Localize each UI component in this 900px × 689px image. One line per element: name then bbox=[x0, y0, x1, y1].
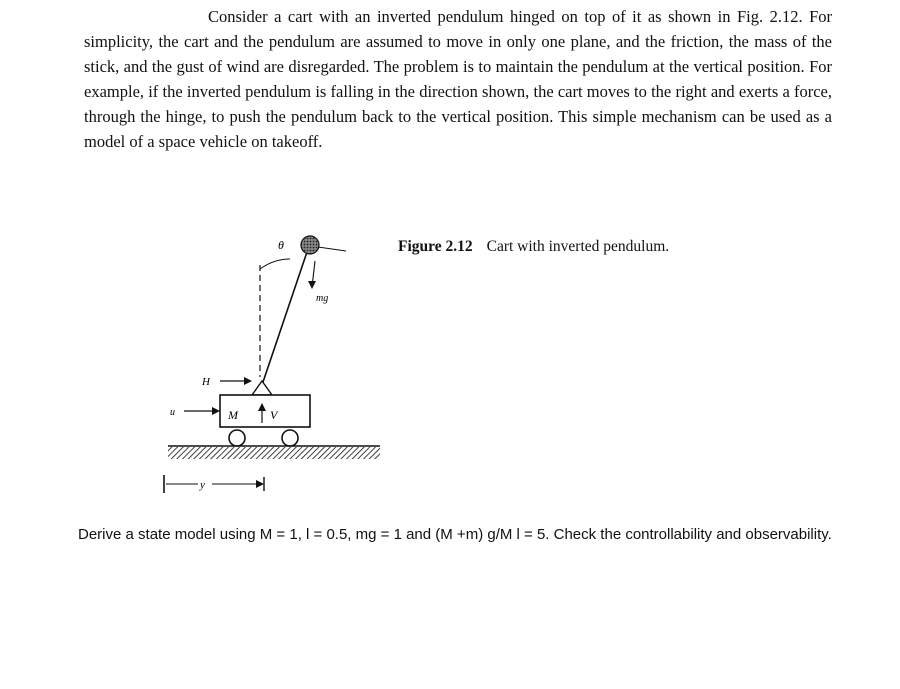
pendulum-rod bbox=[262, 249, 308, 385]
h-force-label: H bbox=[202, 376, 210, 388]
ground-hatching bbox=[168, 447, 380, 459]
input-force-arrow-head bbox=[212, 407, 220, 415]
mg-arrow-head bbox=[308, 281, 316, 289]
v-force-label: V bbox=[270, 408, 278, 422]
problem-statement: Consider a cart with an inverted pendulum hinged on top of it as shown in Fig. 2.12. For simplicity, the cart and the pendulum are assumed to move in only one plane, and the friction, the mass of the stick, and the gust of wind are disregarded. The problem is to maintain the pendulum at the vertical position. For example, if the inverted pendulum is falling in the direction shown, the cart moves to the right and exerts a force, through the hinge, to push the pendulum back to the vertical position. This simple mechanism can be used as a model of a space vehicle on takeoff. bbox=[84, 7, 832, 151]
figure-number: Figure 2.12 bbox=[398, 238, 473, 255]
input-force-label: u bbox=[170, 407, 175, 418]
cart-mass-label: M bbox=[228, 408, 238, 422]
cart-pendulum-figure bbox=[150, 225, 390, 505]
mg-label: mg bbox=[316, 293, 329, 304]
figure-caption bbox=[398, 238, 669, 256]
pendulum-bob bbox=[301, 236, 319, 254]
figure-caption-text: Cart with inverted pendulum. bbox=[486, 238, 670, 255]
theta-arc bbox=[260, 259, 290, 269]
bob-direction-line bbox=[318, 247, 346, 251]
theta-label: θ bbox=[278, 238, 284, 252]
cart-wheel-left bbox=[229, 430, 245, 446]
h-force-arrow-head bbox=[244, 377, 252, 385]
question-text: Derive a state model using M = 1, l = 0.5, mg = 1 and (M +m) g/M l = 5. Check the controllability and observability. bbox=[78, 526, 832, 543]
cart-wheel-right bbox=[282, 430, 298, 446]
hinge bbox=[252, 381, 272, 395]
y-dimension-arrow-head bbox=[256, 480, 264, 488]
y-displacement-label: y bbox=[200, 479, 205, 491]
